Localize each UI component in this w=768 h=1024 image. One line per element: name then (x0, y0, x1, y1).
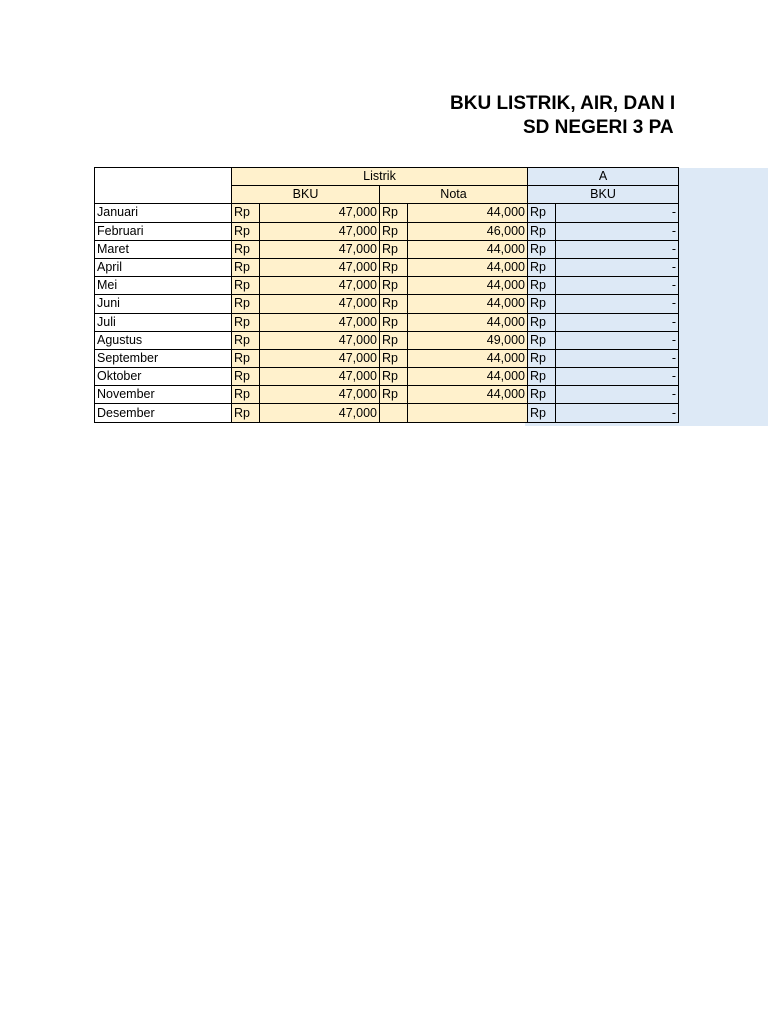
listrik-nota-currency-cell[interactable]: Rp (380, 258, 408, 276)
month-cell[interactable]: Mei (95, 277, 232, 295)
month-cell[interactable]: Oktober (95, 368, 232, 386)
report-title (360, 92, 768, 140)
air-bku-currency-cell[interactable]: Rp (528, 277, 556, 295)
air-bku-currency-cell[interactable]: Rp (528, 331, 556, 349)
listrik-nota-currency-cell[interactable] (380, 404, 408, 422)
air-bku-amount-cell[interactable]: - (556, 258, 679, 276)
air-bku-amount-cell[interactable]: - (556, 240, 679, 258)
listrik-nota-amount-cell[interactable]: 46,000 (408, 222, 528, 240)
air-bku-currency-cell[interactable]: Rp (528, 222, 556, 240)
listrik-bku-amount-cell[interactable]: 47,000 (260, 222, 380, 240)
table-row (95, 349, 679, 367)
listrik-bku-amount-cell[interactable]: 47,000 (260, 404, 380, 422)
listrik-bku-amount-cell[interactable]: 47,000 (260, 331, 380, 349)
month-cell[interactable]: Agustus (95, 331, 232, 349)
listrik-nota-currency-cell[interactable]: Rp (380, 222, 408, 240)
listrik-bku-amount-cell[interactable]: 47,000 (260, 204, 380, 222)
listrik-bku-currency-cell[interactable]: Rp (232, 295, 260, 313)
listrik-bku-amount-cell[interactable]: 47,000 (260, 349, 380, 367)
listrik-nota-amount-cell[interactable] (408, 404, 528, 422)
air-bku-amount-cell[interactable]: - (556, 222, 679, 240)
listrik-bku-currency-cell[interactable]: Rp (232, 349, 260, 367)
air-bku-amount-cell[interactable]: - (556, 277, 679, 295)
listrik-nota-currency-cell[interactable]: Rp (380, 240, 408, 258)
month-cell[interactable]: September (95, 349, 232, 367)
listrik-nota-currency-cell[interactable]: Rp (380, 295, 408, 313)
group-header-listrik[interactable]: Listrik (232, 168, 528, 186)
table-row (95, 404, 679, 422)
listrik-nota-currency-cell[interactable]: Rp (380, 313, 408, 331)
air-bku-amount-cell[interactable]: - (556, 295, 679, 313)
listrik-bku-currency-cell[interactable]: Rp (232, 258, 260, 276)
month-cell[interactable]: November (95, 386, 232, 404)
header-row-1 (95, 168, 679, 186)
listrik-bku-amount-cell[interactable]: 47,000 (260, 368, 380, 386)
listrik-nota-currency-cell[interactable]: Rp (380, 277, 408, 295)
listrik-nota-amount-cell[interactable]: 49,000 (408, 331, 528, 349)
listrik-nota-amount-cell[interactable]: 44,000 (408, 295, 528, 313)
listrik-bku-amount-cell[interactable]: 47,000 (260, 386, 380, 404)
corner-cell[interactable] (95, 168, 232, 204)
listrik-bku-currency-cell[interactable]: Rp (232, 368, 260, 386)
month-cell[interactable]: April (95, 258, 232, 276)
air-bku-amount-cell[interactable]: - (556, 331, 679, 349)
listrik-nota-currency-cell[interactable]: Rp (380, 386, 408, 404)
air-bku-currency-cell[interactable]: Rp (528, 240, 556, 258)
table-row (95, 368, 679, 386)
listrik-bku-amount-cell[interactable]: 47,000 (260, 295, 380, 313)
table-row (95, 277, 679, 295)
air-bku-amount-cell[interactable]: - (556, 349, 679, 367)
listrik-bku-currency-cell[interactable]: Rp (232, 204, 260, 222)
month-cell[interactable]: Juli (95, 313, 232, 331)
month-cell[interactable]: Februari (95, 222, 232, 240)
air-bku-currency-cell[interactable]: Rp (528, 368, 556, 386)
listrik-nota-currency-cell[interactable]: Rp (380, 204, 408, 222)
month-cell[interactable]: Desember (95, 404, 232, 422)
listrik-nota-currency-cell[interactable]: Rp (380, 368, 408, 386)
listrik-nota-amount-cell[interactable]: 44,000 (408, 313, 528, 331)
air-bku-amount-cell[interactable]: - (556, 404, 679, 422)
listrik-nota-amount-cell[interactable]: 44,000 (408, 204, 528, 222)
air-bku-currency-cell[interactable]: Rp (528, 313, 556, 331)
listrik-bku-amount-cell[interactable]: 47,000 (260, 258, 380, 276)
listrik-bku-currency-cell[interactable]: Rp (232, 404, 260, 422)
listrik-nota-amount-cell[interactable]: 44,000 (408, 386, 528, 404)
subheader-listrik-nota[interactable]: Nota (380, 186, 528, 204)
month-cell[interactable]: Juni (95, 295, 232, 313)
month-cell[interactable]: Maret (95, 240, 232, 258)
air-bku-amount-cell[interactable]: - (556, 368, 679, 386)
table-row (95, 204, 679, 222)
listrik-bku-currency-cell[interactable]: Rp (232, 331, 260, 349)
listrik-bku-amount-cell[interactable]: 47,000 (260, 277, 380, 295)
table-row (95, 240, 679, 258)
listrik-bku-currency-cell[interactable]: Rp (232, 240, 260, 258)
air-bku-amount-cell[interactable]: - (556, 204, 679, 222)
listrik-nota-currency-cell[interactable]: Rp (380, 331, 408, 349)
air-bku-currency-cell[interactable]: Rp (528, 204, 556, 222)
table-row (95, 313, 679, 331)
subheader-air-bku[interactable]: BKU (528, 186, 679, 204)
spreadsheet (94, 167, 768, 426)
table-row (95, 295, 679, 313)
air-bku-currency-cell[interactable]: Rp (528, 295, 556, 313)
listrik-bku-currency-cell[interactable]: Rp (232, 386, 260, 404)
listrik-nota-amount-cell[interactable]: 44,000 (408, 368, 528, 386)
table-row (95, 331, 679, 349)
air-bku-currency-cell[interactable]: Rp (528, 258, 556, 276)
subheader-listrik-bku[interactable]: BKU (232, 186, 380, 204)
listrik-nota-amount-cell[interactable]: 44,000 (408, 240, 528, 258)
table-row (95, 386, 679, 404)
bku-table (94, 167, 679, 423)
listrik-bku-currency-cell[interactable]: Rp (232, 222, 260, 240)
air-bku-currency-cell[interactable]: Rp (528, 349, 556, 367)
air-bku-currency-cell[interactable]: Rp (528, 386, 556, 404)
table-row (95, 222, 679, 240)
air-bku-amount-cell[interactable]: - (556, 313, 679, 331)
air-bku-amount-cell[interactable]: - (556, 386, 679, 404)
listrik-nota-amount-cell[interactable]: 44,000 (408, 349, 528, 367)
listrik-bku-currency-cell[interactable]: Rp (232, 277, 260, 295)
title-line-1: BKU LISTRIK, AIR, DAN I (450, 93, 676, 114)
title-line-2: SD NEGERI 3 PA (523, 117, 674, 138)
listrik-nota-amount-cell[interactable]: 44,000 (408, 258, 528, 276)
air-bku-currency-cell[interactable]: Rp (528, 404, 556, 422)
month-cell[interactable]: Januari (95, 204, 232, 222)
listrik-nota-currency-cell[interactable]: Rp (380, 349, 408, 367)
group-header-air[interactable]: A (528, 168, 679, 186)
listrik-bku-amount-cell[interactable]: 47,000 (260, 313, 380, 331)
listrik-bku-currency-cell[interactable]: Rp (232, 313, 260, 331)
table-row (95, 258, 679, 276)
listrik-nota-amount-cell[interactable]: 44,000 (408, 277, 528, 295)
listrik-bku-amount-cell[interactable]: 47,000 (260, 240, 380, 258)
